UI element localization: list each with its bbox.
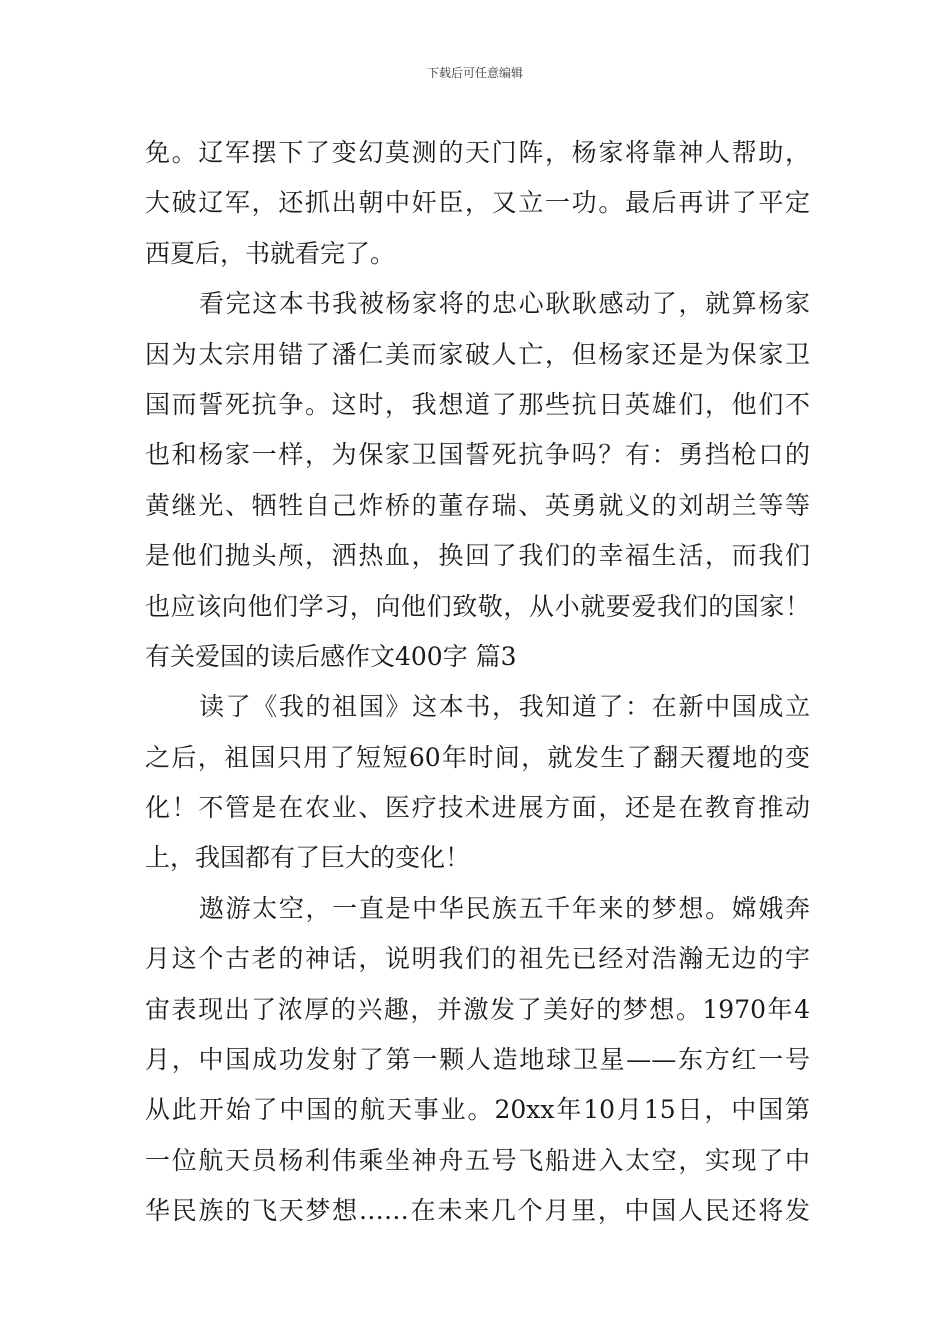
- text-line: 是他们抛头颅，洒热血，换回了我们的幸福生活，而我们: [145, 541, 810, 571]
- text-line: 也和杨家一样，为保家卫国誓死抗争吗？有：勇挡枪口的: [145, 440, 810, 470]
- text-line: 之后，祖国只用了短短60年时间，就发生了翻天覆地的变: [145, 742, 810, 772]
- text-line: 因为太宗用错了潘仁美而家破人亡，但杨家还是为保家卫: [145, 339, 810, 369]
- text-line: 也应该向他们学习，向他们致敬，从小就要爱我们的国家！: [145, 591, 810, 621]
- text-line: 上，我国都有了巨大的变化！: [145, 843, 471, 873]
- text-line: 宙表现出了浓厚的兴趣，并激发了美好的梦想。1970年4: [145, 994, 810, 1024]
- text-line: 黄继光、牺牲自己炸桥的董存瑞、英勇就义的刘胡兰等等: [145, 490, 810, 520]
- text-line: 一位航天员杨利伟乘坐神舟五号飞船进入太空，实现了中: [145, 1145, 810, 1175]
- text-line: 看完这本书我被杨家将的忠心耿耿感动了，就算杨家: [199, 289, 810, 319]
- text-line: 免。辽军摆下了变幻莫测的天门阵，杨家将靠神人帮助，: [145, 138, 810, 167]
- text-line: 月，中国成功发射了第一颗人造地球卫星——东方红一号: [145, 1045, 810, 1075]
- text-line: 大破辽军，还抓出朝中奸臣，又立一功。最后再讲了平定: [145, 188, 810, 218]
- text-line: 国而誓死抗争。这时，我想道了那些抗日英雄们，他们不: [145, 389, 810, 419]
- text-line: 西夏后，书就看完了。: [145, 238, 396, 268]
- text-line: 华民族的飞天梦想……在未来几个月里，中国人民还将发: [145, 1196, 810, 1226]
- text-line: 月这个古老的神话，说明我们的祖先已经对浩瀚无边的宇: [145, 944, 810, 974]
- text-line: 化！不管是在农业、医疗技术进展方面，还是在教育推动: [145, 793, 810, 823]
- text-line: 有关爱国的读后感作文400字 篇3: [145, 641, 517, 671]
- text-line: 从此开始了中国的航天事业。20xx年10月15日，中国第: [145, 1095, 810, 1125]
- text-line: 读了《我的祖国》这本书，我知道了：在新中国成立: [199, 692, 810, 722]
- page-header: 下载后可任意编辑: [426, 66, 523, 80]
- document-body: [145, 128, 810, 1237]
- text-line: 遨游太空，一直是中华民族五千年来的梦想。嫦娥奔: [199, 893, 810, 923]
